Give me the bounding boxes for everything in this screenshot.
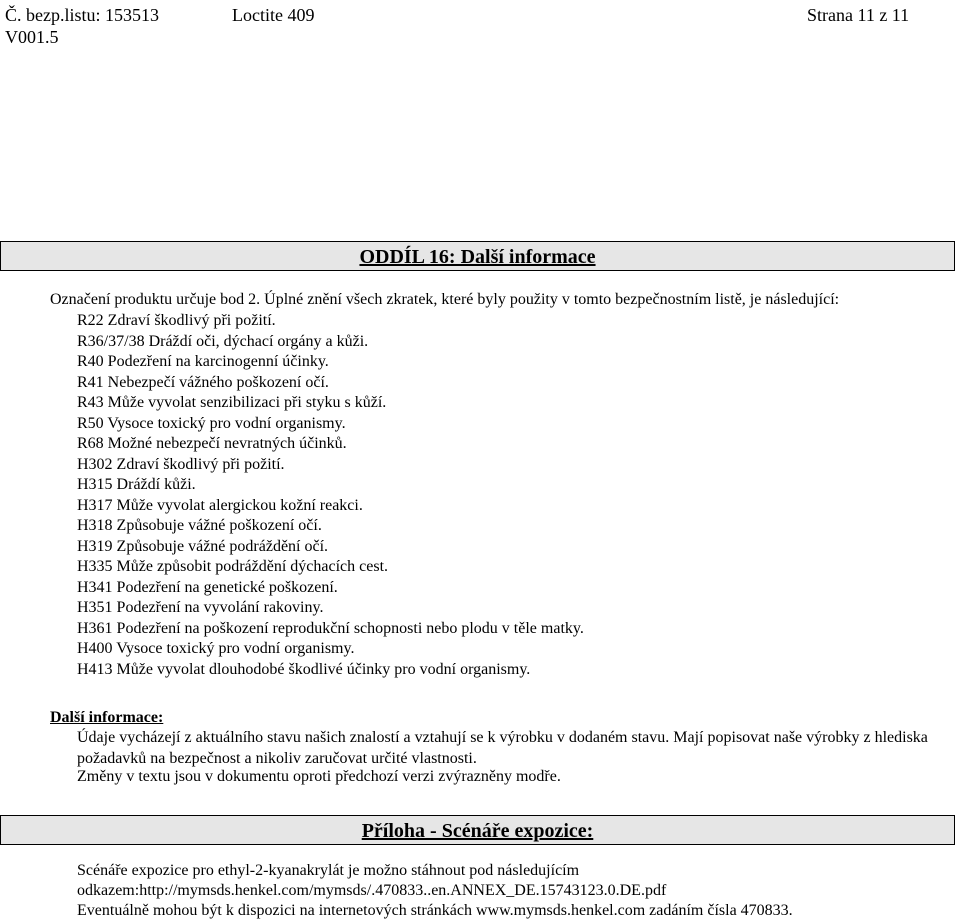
list-item: H319 Způsobuje vážné podráždění očí. [77, 537, 329, 555]
annex-line-1: Scénáře expozice pro ethyl-2-kyanakrylát je možno stáhnout pod následujícím [77, 862, 580, 879]
annex-title: Příloha - Scénáře expozice: [361, 820, 594, 842]
list-item: H318 Způsobuje vážné poškození očí. [77, 517, 322, 534]
version: V001.5 [5, 27, 59, 47]
list-item: H315 Dráždí kůži. [77, 476, 196, 493]
annex-line-3: Eventuálně mohou být k dispozici na internetových stránkách www.mymsds.henkel.com zadáním čísla 470833. [77, 902, 793, 919]
annex-bar [0, 815, 955, 845]
section-16-title: ODDÍL 16: Další informace [359, 246, 596, 268]
list-item: R41 Nebezpečí vážného poškození očí. [77, 373, 329, 391]
list-item: H361 Podezření na poškození reprodukční schopnosti nebo plodu v těle matky. [77, 619, 584, 637]
list-item: R43 Může vyvolat senzibilizaci při styku s kůží. [77, 394, 387, 411]
list-item: R68 Možné nebezpečí nevratných účinků. [77, 435, 347, 452]
section-16-intro: Označení produktu určuje bod 2. Úplné znění všech zkratek, které byly použity v tomto bezpečnostním listě, je následující: [50, 291, 840, 308]
list-item: H400 Vysoce toxický pro vodní organismy. [77, 640, 355, 657]
list-item: H302 Zdraví škodlivý při požití. [77, 455, 285, 473]
annex-download-link[interactable]: odkazem:http://mymsds.henkel.com/mymsds/.470833..en.ANNEX_DE.15743123.0.DE.pdf [77, 882, 667, 899]
changes-note: Změny v textu jsou v dokumentu oproti předchozí verzi zvýrazněny modře. [77, 768, 561, 785]
list-item: H413 Může vyvolat dlouhodobé škodlivé účinky pro vodní organismy. [77, 660, 531, 678]
page-number: Strana 11 z 11 [807, 5, 910, 25]
further-info-paragraph: Údaje vycházejí z aktuálního stavu našich znalostí a vztahují se k výrobku v dodaném stavu. Mají popisovat naše výrobky z hlediska požadavků na bezpečnost a nikoliv zaručovat určité vlastnosti. [77, 729, 928, 767]
list-item: R40 Podezření na karcinogenní účinky. [77, 353, 329, 370]
list-item: H351 Podezření na vyvolání rakoviny. [77, 599, 324, 616]
section-16-bar [0, 241, 955, 271]
list-item: H317 Může vyvolat alergickou kožní reakci. [77, 496, 363, 514]
list-item: R50 Vysoce toxický pro vodní organismy. [77, 414, 346, 432]
list-item: R22 Zdraví škodlivý při požití. [77, 312, 276, 329]
list-item: R36/37/38 Dráždí oči, dýchací orgány a kůži. [77, 332, 369, 350]
list-item: H335 Může způsobit podráždění dýchacích cest. [77, 558, 389, 575]
sheet-number: Č. bezp.listu: 153513 [5, 5, 159, 25]
further-info-label: Další informace: [50, 709, 164, 726]
product-name: Loctite 409 [232, 5, 315, 25]
list-item: H341 Podezření na genetické poškození. [77, 578, 338, 596]
